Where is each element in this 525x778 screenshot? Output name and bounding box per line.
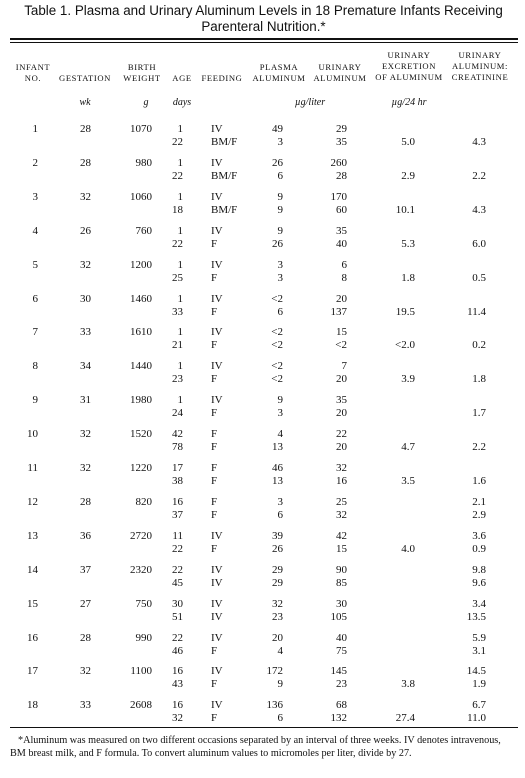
- cell-birth-weight: 2608: [130, 699, 152, 712]
- cell-plasma-aluminum: 3: [277, 136, 283, 148]
- cell-infant-no: 8: [32, 360, 38, 373]
- cell-urinary-excretion: 10.1: [395, 203, 415, 216]
- cell-feeding: F: [211, 644, 218, 657]
- cell-plasma-aluminum: 39: [272, 529, 283, 542]
- cell-urinary-aluminum: 145: [330, 665, 347, 678]
- cell-infant-no: 18: [27, 699, 38, 712]
- cell-birth-weight: 1060: [130, 190, 152, 203]
- table-row: [0, 293, 525, 325]
- unit-excretion: µg/24 hr: [391, 97, 427, 108]
- cell-infant-no: 9: [32, 394, 38, 407]
- top-rule-thin: [10, 42, 518, 43]
- cell-age: 46: [172, 644, 183, 657]
- cell-aluminum-creatinine: 1.9: [472, 678, 486, 691]
- cell-birth-weight: 1440: [130, 360, 152, 373]
- cell-birth-weight: 980: [135, 156, 152, 169]
- cell-infant-no: 17: [27, 665, 38, 678]
- cell-infant-no: 14: [27, 563, 38, 576]
- cell-gestation: 33: [80, 326, 91, 339]
- cell-aluminum-creatinine: 0.5: [472, 271, 486, 284]
- header-infant-no: INFANT NO.: [15, 62, 51, 83]
- cell-aluminum-creatinine: 2.2: [472, 169, 486, 182]
- table-row: [0, 326, 525, 358]
- table-row: [0, 394, 525, 426]
- cell-aluminum-creatinine: 0.2: [472, 339, 486, 352]
- cell-age: 37: [172, 508, 183, 521]
- cell-aluminum-creatinine: 2.9: [472, 508, 486, 521]
- cell-plasma-aluminum: 6: [277, 712, 283, 725]
- cell-urinary-aluminum: 90: [336, 563, 347, 576]
- header-age: AGE: [172, 73, 192, 83]
- table-row: [0, 225, 525, 257]
- cell-plasma-aluminum: 46: [272, 462, 283, 474]
- cell-feeding: BM/F: [211, 203, 238, 216]
- cell-age: 23: [172, 373, 183, 386]
- table-row: [0, 598, 525, 630]
- cell-urinary-aluminum: 40: [336, 237, 347, 250]
- cell-feeding: IV: [211, 292, 223, 305]
- cell-urinary-aluminum: 23: [336, 678, 347, 691]
- cell-gestation: 32: [80, 462, 91, 474]
- table-row: [0, 564, 525, 596]
- cell-feeding: IV: [211, 156, 223, 169]
- cell-plasma-aluminum: 9: [277, 224, 283, 237]
- cell-urinary-aluminum: 20: [336, 292, 347, 305]
- header-birth-weight: BIRTH WEIGHT: [123, 62, 161, 83]
- header-feeding: FEEDING: [201, 73, 243, 83]
- cell-plasma-aluminum: 49: [272, 123, 283, 135]
- table-title: Table 1. Plasma and Urinary Aluminum Levels in 18 Premature Infants Receiving Parenteral Nutrition.*: [24, 3, 503, 34]
- cell-gestation: 32: [80, 258, 91, 271]
- cell-urinary-excretion: 4.7: [401, 441, 415, 454]
- cell-urinary-excretion: 4.0: [401, 542, 415, 555]
- cell-urinary-aluminum: 8: [341, 271, 347, 284]
- cell-urinary-aluminum: 68: [336, 699, 347, 712]
- cell-aluminum-creatinine: 9.8: [472, 563, 486, 576]
- unit-aluminum: µg/liter: [294, 97, 326, 108]
- cell-feeding: IV: [211, 190, 223, 203]
- cell-plasma-aluminum: 6: [277, 305, 283, 318]
- cell-urinary-aluminum: 20: [336, 373, 347, 386]
- cell-gestation: 28: [80, 495, 91, 508]
- table-row: [0, 360, 525, 392]
- cell-urinary-aluminum: 15: [336, 326, 347, 339]
- cell-age: 1: [177, 156, 183, 169]
- cell-urinary-aluminum: 60: [336, 203, 347, 216]
- cell-feeding: IV: [211, 699, 223, 712]
- cell-age: 45: [172, 576, 183, 589]
- cell-age: 42: [172, 428, 183, 441]
- cell-birth-weight: 760: [135, 224, 152, 237]
- cell-plasma-aluminum: <2: [271, 339, 283, 352]
- cell-gestation: 31: [80, 394, 91, 407]
- cell-gestation: 30: [80, 292, 91, 305]
- cell-urinary-aluminum: 35: [336, 224, 347, 237]
- unit-age: days: [172, 97, 192, 108]
- table-row: [0, 259, 525, 291]
- cell-urinary-aluminum: 105: [330, 610, 347, 623]
- cell-feeding: IV: [211, 631, 223, 644]
- cell-gestation: 27: [80, 597, 91, 610]
- cell-plasma-aluminum: 136: [266, 699, 283, 712]
- cell-plasma-aluminum: <2: [271, 373, 283, 386]
- cell-birth-weight: 1520: [130, 428, 152, 441]
- cell-feeding: F: [211, 508, 218, 521]
- cell-feeding: F: [211, 542, 218, 555]
- cell-gestation: 33: [80, 699, 91, 712]
- header-gestation: GESTATION: [59, 73, 111, 83]
- cell-feeding: F: [211, 407, 218, 420]
- cell-age: 22: [172, 136, 183, 148]
- cell-feeding: IV: [211, 394, 223, 407]
- cell-feeding: IV: [211, 360, 223, 373]
- cell-gestation: 28: [80, 123, 91, 135]
- cell-feeding: IV: [211, 326, 223, 339]
- cell-age: 22: [172, 237, 183, 250]
- cell-aluminum-creatinine: 3.1: [472, 644, 486, 657]
- cell-urinary-aluminum: 85: [336, 576, 347, 589]
- cell-urinary-excretion: 27.4: [395, 712, 415, 725]
- cell-urinary-excretion: 3.9: [401, 373, 415, 386]
- cell-urinary-excretion: 2.9: [401, 169, 415, 182]
- table-row: [0, 496, 525, 528]
- cell-feeding: F: [211, 441, 218, 454]
- cell-plasma-aluminum: 29: [272, 576, 283, 589]
- cell-plasma-aluminum: 26: [272, 156, 283, 169]
- cell-infant-no: 2: [32, 156, 38, 169]
- cell-gestation: 32: [80, 428, 91, 441]
- cell-urinary-aluminum: 35: [336, 136, 347, 148]
- cell-gestation: 36: [80, 529, 91, 542]
- cell-age: 17: [172, 462, 183, 474]
- cell-feeding: F: [211, 237, 218, 250]
- cell-birth-weight: 1220: [130, 462, 152, 474]
- cell-birth-weight: 750: [135, 597, 152, 610]
- cell-urinary-excretion: 3.5: [401, 475, 415, 487]
- cell-plasma-aluminum: 13: [272, 441, 283, 454]
- cell-age: 1: [177, 258, 183, 271]
- table-row: [0, 632, 525, 664]
- cell-infant-no: 5: [32, 258, 38, 271]
- cell-plasma-aluminum: 6: [277, 169, 283, 182]
- cell-age: 43: [172, 678, 183, 691]
- cell-urinary-aluminum: <2: [335, 339, 347, 352]
- cell-feeding: F: [211, 271, 218, 284]
- cell-feeding: F: [211, 678, 218, 691]
- cell-feeding: F: [211, 712, 218, 725]
- cell-age: 30: [172, 597, 183, 610]
- cell-urinary-aluminum: 137: [330, 305, 347, 318]
- cell-feeding: IV: [211, 123, 223, 135]
- cell-plasma-aluminum: 26: [272, 542, 283, 555]
- cell-urinary-aluminum: 22: [336, 428, 347, 441]
- cell-feeding: IV: [211, 576, 223, 589]
- cell-aluminum-creatinine: 13.5: [466, 610, 486, 623]
- cell-infant-no: 6: [32, 292, 38, 305]
- cell-age: 1: [177, 326, 183, 339]
- cell-plasma-aluminum: 172: [266, 665, 283, 678]
- unit-gestation: wk: [79, 97, 91, 108]
- header-aluminum-creatinine: URINARY ALUMINUM: CREATININE: [451, 50, 509, 82]
- bottom-rule: [10, 727, 518, 728]
- cell-urinary-excretion: <2.0: [395, 339, 415, 352]
- cell-feeding: IV: [211, 610, 223, 623]
- cell-urinary-aluminum: 6: [341, 258, 347, 271]
- cell-feeding: F: [211, 428, 218, 441]
- table-row: [0, 123, 525, 155]
- cell-feeding: F: [211, 495, 218, 508]
- cell-aluminum-creatinine: 2.2: [472, 441, 486, 454]
- cell-age: 1: [177, 360, 183, 373]
- cell-age: 16: [172, 495, 183, 508]
- cell-age: 32: [172, 712, 183, 725]
- cell-birth-weight: 1980: [130, 394, 152, 407]
- cell-urinary-aluminum: 30: [336, 597, 347, 610]
- cell-age: 24: [172, 407, 183, 420]
- cell-plasma-aluminum: 3: [277, 258, 283, 271]
- cell-urinary-aluminum: 16: [336, 475, 347, 487]
- cell-gestation: 26: [80, 224, 91, 237]
- cell-gestation: 32: [80, 665, 91, 678]
- cell-aluminum-creatinine: 2.1: [472, 495, 486, 508]
- header-urinary-aluminum: URINARY ALUMINUM: [313, 62, 367, 83]
- cell-infant-no: 7: [32, 326, 38, 339]
- table-row: [0, 665, 525, 697]
- footnote: *Aluminum was measured on two different occasions separated by an interval of three weeks. IV denotes intravenous, BM breast milk, and F formula. To convert aluminum values to micromoles per liter, divide by 27.: [10, 735, 501, 759]
- cell-feeding: BM/F: [211, 169, 238, 182]
- cell-urinary-aluminum: 25: [336, 495, 347, 508]
- cell-gestation: 28: [80, 156, 91, 169]
- cell-urinary-excretion: 1.8: [401, 271, 415, 284]
- cell-feeding: BM/F: [211, 136, 238, 148]
- cell-age: 38: [172, 475, 183, 487]
- table-row: [0, 530, 525, 562]
- cell-urinary-aluminum: 35: [336, 394, 347, 407]
- cell-age: 11: [172, 529, 183, 542]
- cell-infant-no: 15: [27, 597, 38, 610]
- table-row: [0, 462, 525, 494]
- cell-plasma-aluminum: <2: [271, 360, 283, 373]
- cell-infant-no: 4: [32, 224, 38, 237]
- cell-aluminum-creatinine: 3.4: [472, 597, 486, 610]
- cell-infant-no: 10: [27, 428, 38, 441]
- cell-infant-no: 12: [27, 495, 38, 508]
- cell-plasma-aluminum: <2: [271, 292, 283, 305]
- cell-age: 16: [172, 699, 183, 712]
- cell-age: 18: [172, 203, 183, 216]
- cell-plasma-aluminum: 9: [277, 394, 283, 407]
- cell-urinary-aluminum: 20: [336, 441, 347, 454]
- cell-plasma-aluminum: 26: [272, 237, 283, 250]
- cell-birth-weight: 1460: [130, 292, 152, 305]
- cell-plasma-aluminum: 4: [277, 428, 283, 441]
- cell-age: 22: [172, 169, 183, 182]
- cell-urinary-aluminum: 170: [330, 190, 347, 203]
- cell-age: 78: [172, 441, 183, 454]
- cell-plasma-aluminum: 13: [272, 475, 283, 487]
- cell-aluminum-creatinine: 3.6: [472, 529, 486, 542]
- cell-urinary-aluminum: 132: [330, 712, 347, 725]
- cell-age: 1: [177, 224, 183, 237]
- cell-gestation: 34: [80, 360, 91, 373]
- cell-urinary-aluminum: 7: [341, 360, 347, 373]
- cell-age: 22: [172, 563, 183, 576]
- cell-feeding: F: [211, 305, 218, 318]
- cell-feeding: IV: [211, 224, 223, 237]
- cell-feeding: IV: [211, 529, 223, 542]
- cell-feeding: F: [211, 475, 218, 487]
- cell-birth-weight: 1070: [130, 123, 152, 135]
- cell-gestation: 37: [80, 563, 91, 576]
- cell-birth-weight: 820: [135, 495, 152, 508]
- header-plasma-aluminum: PLASMA ALUMINUM: [252, 62, 306, 83]
- cell-gestation: 32: [80, 190, 91, 203]
- cell-birth-weight: 2720: [130, 529, 152, 542]
- cell-plasma-aluminum: 20: [272, 631, 283, 644]
- header-urinary-excretion: URINARY EXCRETION OF ALUMINUM: [375, 50, 443, 82]
- cell-aluminum-creatinine: 1.7: [472, 407, 486, 420]
- cell-plasma-aluminum: 9: [277, 203, 283, 216]
- cell-aluminum-creatinine: 4.3: [472, 203, 486, 216]
- cell-urinary-aluminum: 15: [336, 542, 347, 555]
- cell-plasma-aluminum: 3: [277, 495, 283, 508]
- cell-infant-no: 1: [32, 123, 38, 135]
- cell-plasma-aluminum: 9: [277, 190, 283, 203]
- cell-aluminum-creatinine: 11.0: [467, 712, 486, 725]
- cell-urinary-excretion: 19.5: [395, 305, 415, 318]
- cell-feeding: IV: [211, 597, 223, 610]
- cell-urinary-aluminum: 40: [336, 631, 347, 644]
- cell-urinary-aluminum: 42: [336, 529, 347, 542]
- cell-plasma-aluminum: 3: [277, 407, 283, 420]
- cell-birth-weight: 2320: [130, 563, 152, 576]
- top-rule: [10, 38, 518, 40]
- cell-urinary-aluminum: 32: [336, 508, 347, 521]
- cell-plasma-aluminum: 29: [272, 563, 283, 576]
- cell-age: 22: [172, 542, 183, 555]
- cell-plasma-aluminum: 9: [277, 678, 283, 691]
- cell-age: 21: [172, 339, 183, 352]
- cell-urinary-excretion: 5.3: [401, 237, 415, 250]
- cell-aluminum-creatinine: 4.3: [472, 136, 486, 148]
- cell-age: 33: [172, 305, 183, 318]
- cell-feeding: IV: [211, 258, 223, 271]
- cell-age: 1: [177, 292, 183, 305]
- cell-plasma-aluminum: 23: [272, 610, 283, 623]
- cell-urinary-aluminum: 260: [330, 156, 347, 169]
- cell-aluminum-creatinine: 6.7: [472, 699, 486, 712]
- table-row: [0, 428, 525, 460]
- cell-plasma-aluminum: <2: [271, 326, 283, 339]
- cell-plasma-aluminum: 3: [277, 271, 283, 284]
- cell-feeding: F: [211, 339, 218, 352]
- cell-infant-no: 3: [32, 190, 38, 203]
- cell-urinary-aluminum: 28: [336, 169, 347, 182]
- cell-age: 1: [177, 190, 183, 203]
- cell-urinary-aluminum: 29: [336, 123, 347, 135]
- cell-infant-no: 11: [27, 462, 38, 474]
- cell-aluminum-creatinine: 1.6: [472, 475, 486, 487]
- cell-plasma-aluminum: 32: [272, 597, 283, 610]
- cell-aluminum-creatinine: 6.0: [472, 237, 486, 250]
- cell-aluminum-creatinine: 0.9: [472, 542, 486, 555]
- cell-birth-weight: 990: [135, 631, 152, 644]
- cell-age: 1: [177, 123, 183, 135]
- unit-birth-weight: g: [143, 97, 149, 108]
- cell-birth-weight: 1610: [130, 326, 152, 339]
- cell-age: 1: [177, 394, 183, 407]
- cell-plasma-aluminum: 4: [277, 644, 283, 657]
- cell-age: 16: [172, 665, 183, 678]
- cell-feeding: IV: [211, 665, 223, 678]
- cell-aluminum-creatinine: 9.6: [472, 576, 486, 589]
- cell-aluminum-creatinine: 5.9: [472, 631, 486, 644]
- cell-aluminum-creatinine: 14.5: [466, 665, 486, 678]
- cell-urinary-excretion: 5.0: [401, 136, 415, 148]
- table-row: [0, 157, 525, 189]
- cell-gestation: 28: [80, 631, 91, 644]
- cell-infant-no: 16: [27, 631, 38, 644]
- cell-birth-weight: 1200: [130, 258, 152, 271]
- cell-feeding: IV: [211, 563, 223, 576]
- cell-aluminum-creatinine: 1.8: [472, 373, 486, 386]
- cell-urinary-excretion: 3.8: [401, 678, 415, 691]
- cell-aluminum-creatinine: 11.4: [467, 305, 486, 318]
- cell-birth-weight: 1100: [130, 665, 152, 678]
- cell-plasma-aluminum: 6: [277, 508, 283, 521]
- cell-age: 25: [172, 271, 183, 284]
- cell-urinary-aluminum: 20: [336, 407, 347, 420]
- cell-feeding: F: [211, 462, 218, 474]
- table-row: [0, 191, 525, 223]
- cell-age: 51: [172, 610, 183, 623]
- cell-infant-no: 13: [27, 529, 38, 542]
- cell-urinary-aluminum: 75: [336, 644, 347, 657]
- cell-urinary-aluminum: 32: [336, 462, 347, 474]
- cell-feeding: F: [211, 373, 218, 386]
- cell-age: 22: [172, 631, 183, 644]
